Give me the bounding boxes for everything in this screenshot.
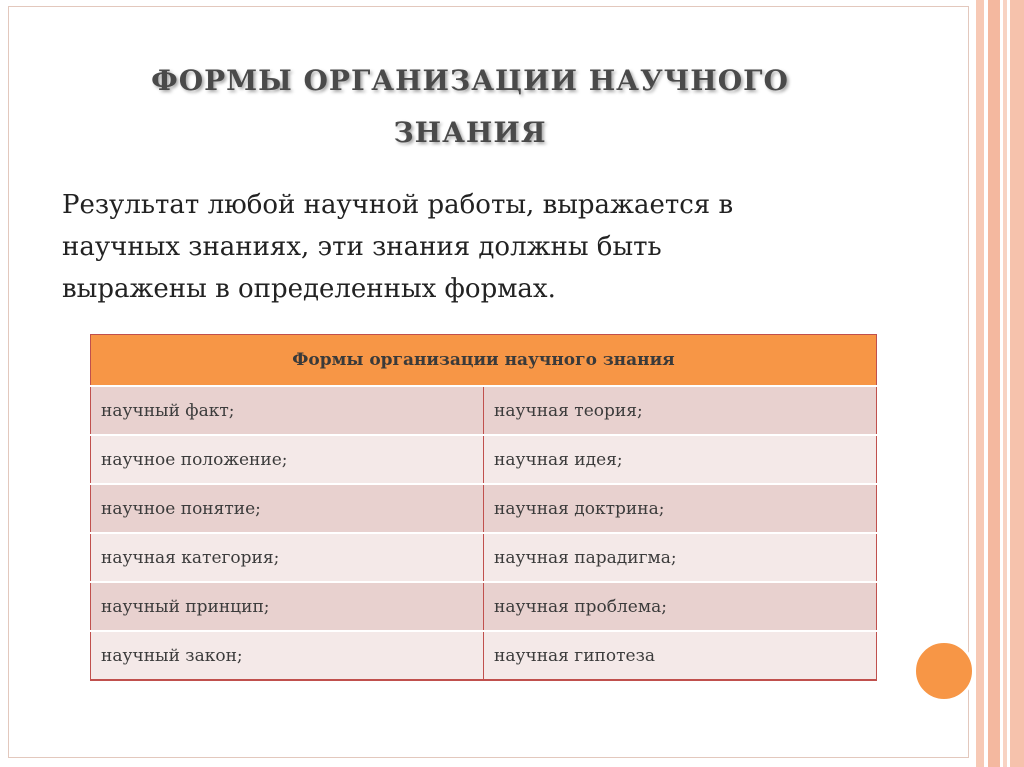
table-cell: научное понятие; xyxy=(91,484,484,533)
table-row xyxy=(91,533,877,582)
table-row xyxy=(91,631,877,680)
table-row xyxy=(91,435,877,484)
table-cell: научное положение; xyxy=(91,435,484,484)
intro-line-3: выражены в определенных формах. xyxy=(62,274,556,304)
table-cell: научная теория; xyxy=(484,386,877,435)
table-cell: научный факт; xyxy=(91,386,484,435)
table-header: Формы организации научного знания xyxy=(91,335,877,387)
table-cell: научная доктрина; xyxy=(484,484,877,533)
intro-line-1: Результат любой научной работы, выражается в xyxy=(62,190,734,220)
table-cell: научная категория; xyxy=(91,533,484,582)
forms-table xyxy=(90,334,877,681)
slide-title xyxy=(80,55,860,159)
table-cell: научная идея; xyxy=(484,435,877,484)
table-row xyxy=(91,484,877,533)
intro-text xyxy=(62,184,892,310)
decor-stripe xyxy=(976,0,984,767)
decor-stripe xyxy=(988,0,1000,767)
table-cell: научная проблема; xyxy=(484,582,877,631)
table-cell: научная гипотеза xyxy=(484,631,877,680)
table-header-row xyxy=(91,335,877,387)
intro-line-2: научных знаниях, эти знания должны быть xyxy=(62,232,662,262)
table-cell: научный принцип; xyxy=(91,582,484,631)
title-line-1: ФОРМЫ ОРГАНИЗАЦИИ НАУЧНОГО xyxy=(151,64,789,97)
decor-circle-icon xyxy=(913,640,975,702)
table-row xyxy=(91,582,877,631)
decor-stripe xyxy=(1003,0,1007,767)
table-cell: научная парадигма; xyxy=(484,533,877,582)
table-cell: научный закон; xyxy=(91,631,484,680)
table-row xyxy=(91,386,877,435)
title-line-2: ЗНАНИЯ xyxy=(393,116,547,149)
decor-stripe xyxy=(1010,0,1024,767)
